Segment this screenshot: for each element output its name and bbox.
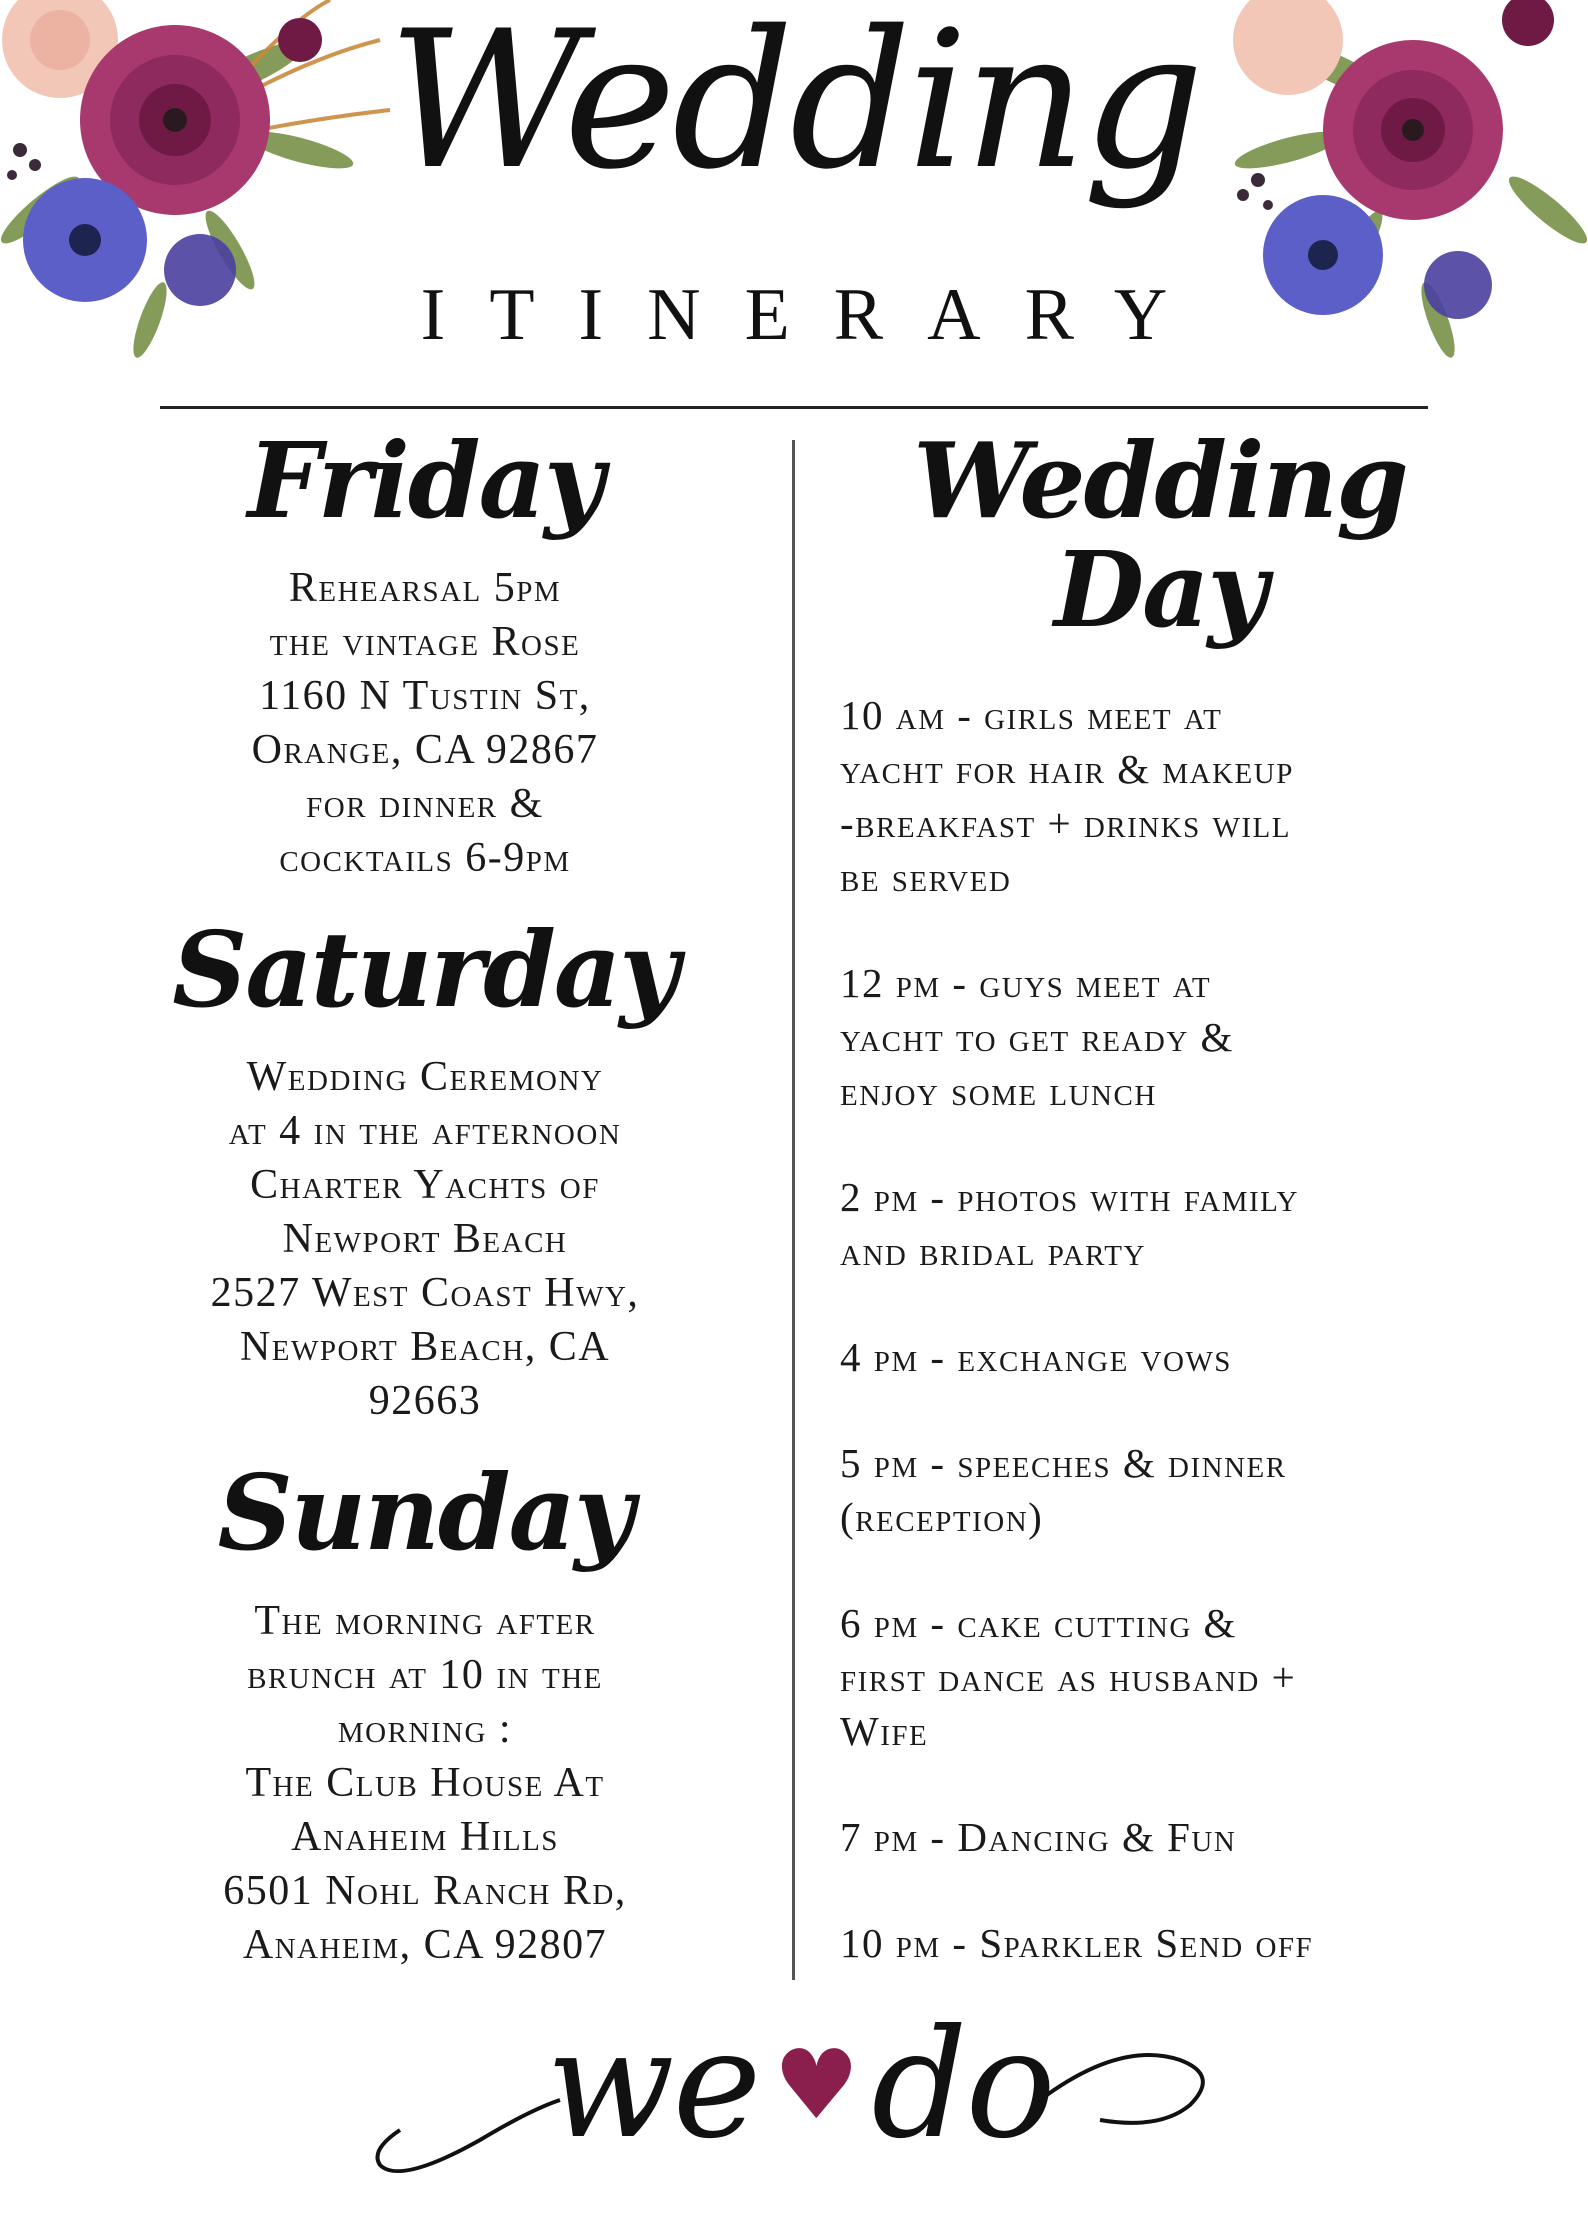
friday-details (130, 561, 720, 885)
detail-line: morning : (337, 1705, 513, 1752)
wedding-day-heading: Wedding Day (913, 419, 1407, 652)
title-itinerary: ITINERARY (420, 274, 1212, 356)
we-do-footer (360, 1980, 1240, 2200)
header-divider (160, 406, 1428, 409)
detail-line: Anaheim, CA 92807 (242, 1921, 608, 1968)
schedule-item (840, 688, 1480, 904)
schedule-line: 6 pm - cake cutting & (840, 1600, 1237, 1647)
detail-line: the vintage Rose (269, 619, 581, 666)
detail-line: for dinner & (306, 781, 544, 828)
detail-line: Orange, CA 92867 (251, 727, 599, 774)
saturday-heading: Saturday (172, 908, 678, 1032)
schedule-line: yacht for hair & makeup (840, 746, 1294, 793)
sunday-heading: Sunday (217, 1451, 633, 1575)
detail-line: Anaheim Hills (291, 1813, 559, 1860)
wedding-day-schedule (840, 688, 1480, 1970)
detail-line: brunch at 10 in the (247, 1651, 603, 1698)
detail-line: Newport Beach (282, 1216, 568, 1263)
sunday-details (130, 1594, 720, 1972)
schedule-line: 7 pm - Dancing & Fun (840, 1814, 1237, 1861)
detail-line: The Club House At (245, 1759, 605, 1806)
schedule-item (840, 1916, 1480, 1970)
we-do-text (360, 1998, 1240, 2172)
schedule-line: and bridal party (840, 1228, 1146, 1275)
schedule-line: be served (840, 854, 1012, 901)
schedule-line: (reception) (840, 1494, 1044, 1541)
schedule-line: first dance as husband + (840, 1654, 1297, 1701)
detail-line: 6501 Nohl Ranch Rd, (223, 1867, 627, 1914)
schedule-line: -breakfast + drinks will (840, 800, 1291, 847)
heart-icon: ♥ (773, 2029, 858, 2141)
column-divider (792, 440, 795, 1980)
detail-line: cocktails 6-9pm (279, 835, 571, 882)
detail-line: Wedding Ceremony (246, 1054, 604, 1101)
detail-line: Newport Beach, CA (239, 1324, 611, 1371)
we-word: we (546, 1998, 760, 2172)
schedule-item (840, 1170, 1480, 1278)
do-word: do (871, 1998, 1054, 2172)
schedule-item (840, 956, 1480, 1118)
schedule-line: 4 pm - exchange vows (840, 1334, 1232, 1381)
title-wedding: Wedding (387, 0, 1201, 211)
detail-line: at 4 in the afternoon (228, 1108, 622, 1155)
right-column (840, 420, 1480, 2022)
schedule-item (840, 1330, 1480, 1384)
schedule-line: 12 pm - guys meet at (840, 960, 1212, 1007)
detail-line: Rehearsal 5pm (288, 565, 562, 612)
schedule-line: 2 pm - photos with family (840, 1174, 1299, 1221)
schedule-line: Wife (840, 1708, 929, 1755)
detail-line: 1160 N Tustin St, (259, 673, 591, 720)
detail-line: The morning after (254, 1597, 596, 1644)
schedule-line: yacht to get ready & (840, 1014, 1234, 1061)
schedule-line: 5 pm - speeches & dinner (840, 1440, 1287, 1487)
detail-line: Charter Yachts of (250, 1162, 600, 1209)
schedule-line: enjoy some lunch (840, 1068, 1157, 1115)
saturday-details (130, 1050, 720, 1428)
schedule-line: 10 am - girls meet at (840, 692, 1223, 739)
schedule-line: 10 pm - Sparkler Send off (840, 1920, 1314, 1967)
schedule-item (840, 1436, 1480, 1544)
left-column (130, 420, 720, 1972)
detail-line: 92663 (368, 1378, 482, 1425)
schedule-item (840, 1810, 1480, 1864)
detail-line: 2527 West Coast Hwy, (210, 1270, 640, 1317)
schedule-item (840, 1596, 1480, 1758)
friday-heading: Friday (247, 419, 603, 542)
